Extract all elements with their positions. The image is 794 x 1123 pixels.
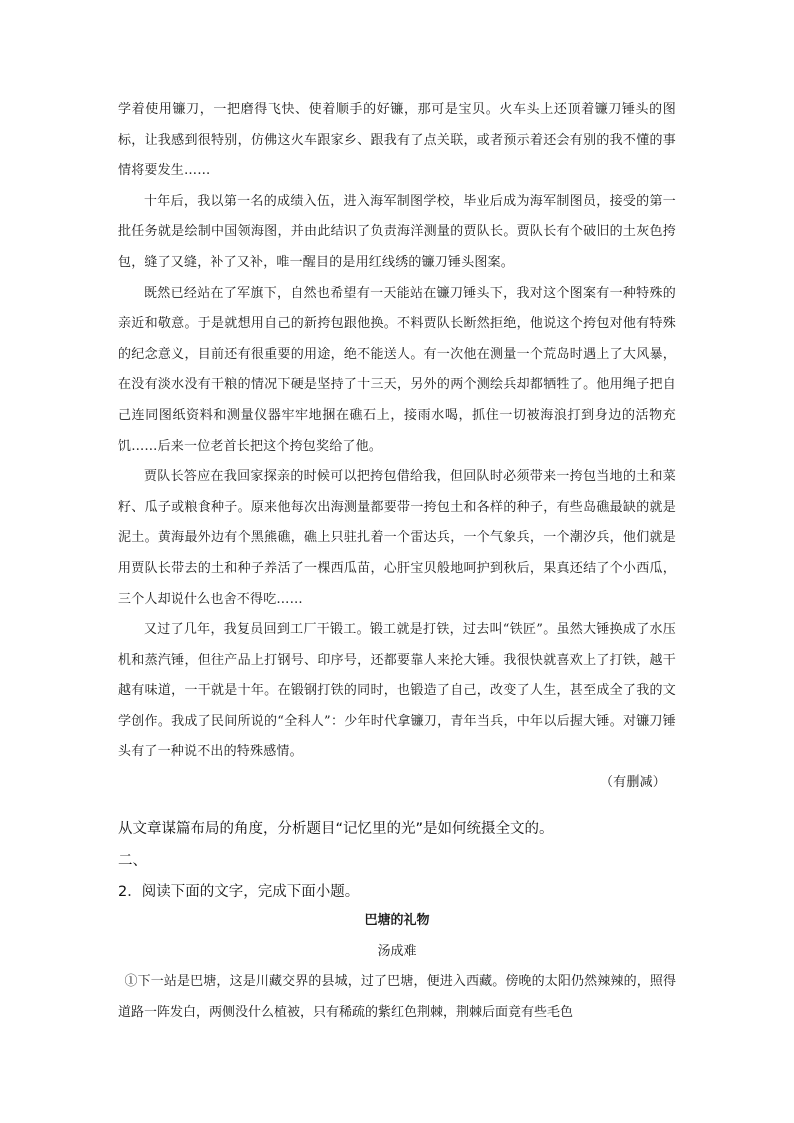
passage-title: 巴塘的礼物 [364,913,430,928]
story-text [118,95,676,799]
question-text: 从文章谋篇布局的角度，分析题目“记忆里的光”是如何统摄全文的。 [118,821,554,837]
section-heading: 二、 [118,853,147,869]
question-instruction: 2．阅读下面的文字，完成下面小题。 [118,884,360,900]
reading-passage [118,906,676,1028]
story-paragraph: 学着使用镰刀，一把磨得飞快、使着顺手的好镰，那可是宝贝。火车头上还顶着镰刀锤头的图标，让我感到很特别，仿佛这火车跟家乡、跟我有了点关联，或者预示着还会有别的我不懂的事情将要发生…… [118,102,676,179]
source-note: （有删减） [599,775,666,791]
passage-paragraph: ①下一站是巴塘，这是川藏交界的县城，过了巴塘，便进入西藏。傍晚的太阳仍然辣辣的，照得道路一阵发白，两侧没什么植被，只有稀疏的紫红色荆棘，荆棘后面竟有些毛色 [118,974,676,1020]
story-paragraph: 贾队长答应在我回家探亲的时候可以把挎包借给我，但回队时必须带来一挎包当地的土和菜籽、瓜子或粮食种子。原来他每次出海测量都要带一挎包土和各样的种子，有些岛礁最缺的就是泥土。黄海最外边有个黑熊礁，礁上只驻扎着一个雷达兵，一个气象兵，一个潮汐兵，他们就是用贾队长带去的土和种子养活了一棵西瓜苗，心肝宝贝般地呵护到秋后，果真还结了个小西瓜，三个人却说什么也舍不得吃…… [118,469,676,607]
story-paragraph: 既然已经站在了军旗下，自然也希望有一天能站在镰刀锤头下，我对这个图案有一种特殊的亲近和敬意。于是就想用自己的新挎包跟他换。不料贾队长断然拒绝，他说这个挎包对他有特殊的纪念意义，目前还有很重要的用途，绝不能送人。有一次他在测量一个荒岛时遇上了大风暴，在没有淡水没有干粮的情况下硬是坚持了十三天，另外的两个测绘兵却都牺牲了。他用绳子把自己连同图纸资料和测量仪器牢牢地捆在礁石上，接雨水喝，抓住一切被海浪打到身边的活物充饥……后来一位老首长把这个挎包奖给了他。 [118,285,676,454]
passage-author: 汤成难 [377,943,417,959]
story-paragraph: 又过了几年，我复员回到工厂干锻工。锻工就是打铁，过去叫“铁匠”。虽然大锤换成了水压机和蒸汽锤，但往产品上打钢号、印序号，还都要靠人来抡大锤。我很快就喜欢上了打铁，越干越有味道，一干就是十年。在锻钢打铁的同时，也锻造了自己，改变了人生，甚至成全了我的文学创作。我成了民间所说的“全科人”：少年时代拿镰刀，青年当兵，中年以后握大锤。对镰刀锤头有了一种说不出的特殊感情。 [118,622,676,760]
story-paragraph: 十年后，我以第一名的成绩入伍，进入海军制图学校，毕业后成为海军制图员，接受的第一批任务就是绘制中国领海图，并由此结识了负责海洋测量的贾队长。贾队长有个破旧的土灰色挎包，缝了又缝，补了又补，唯一醒目的是用红线绣的镰刀锤头图案。 [118,193,676,270]
